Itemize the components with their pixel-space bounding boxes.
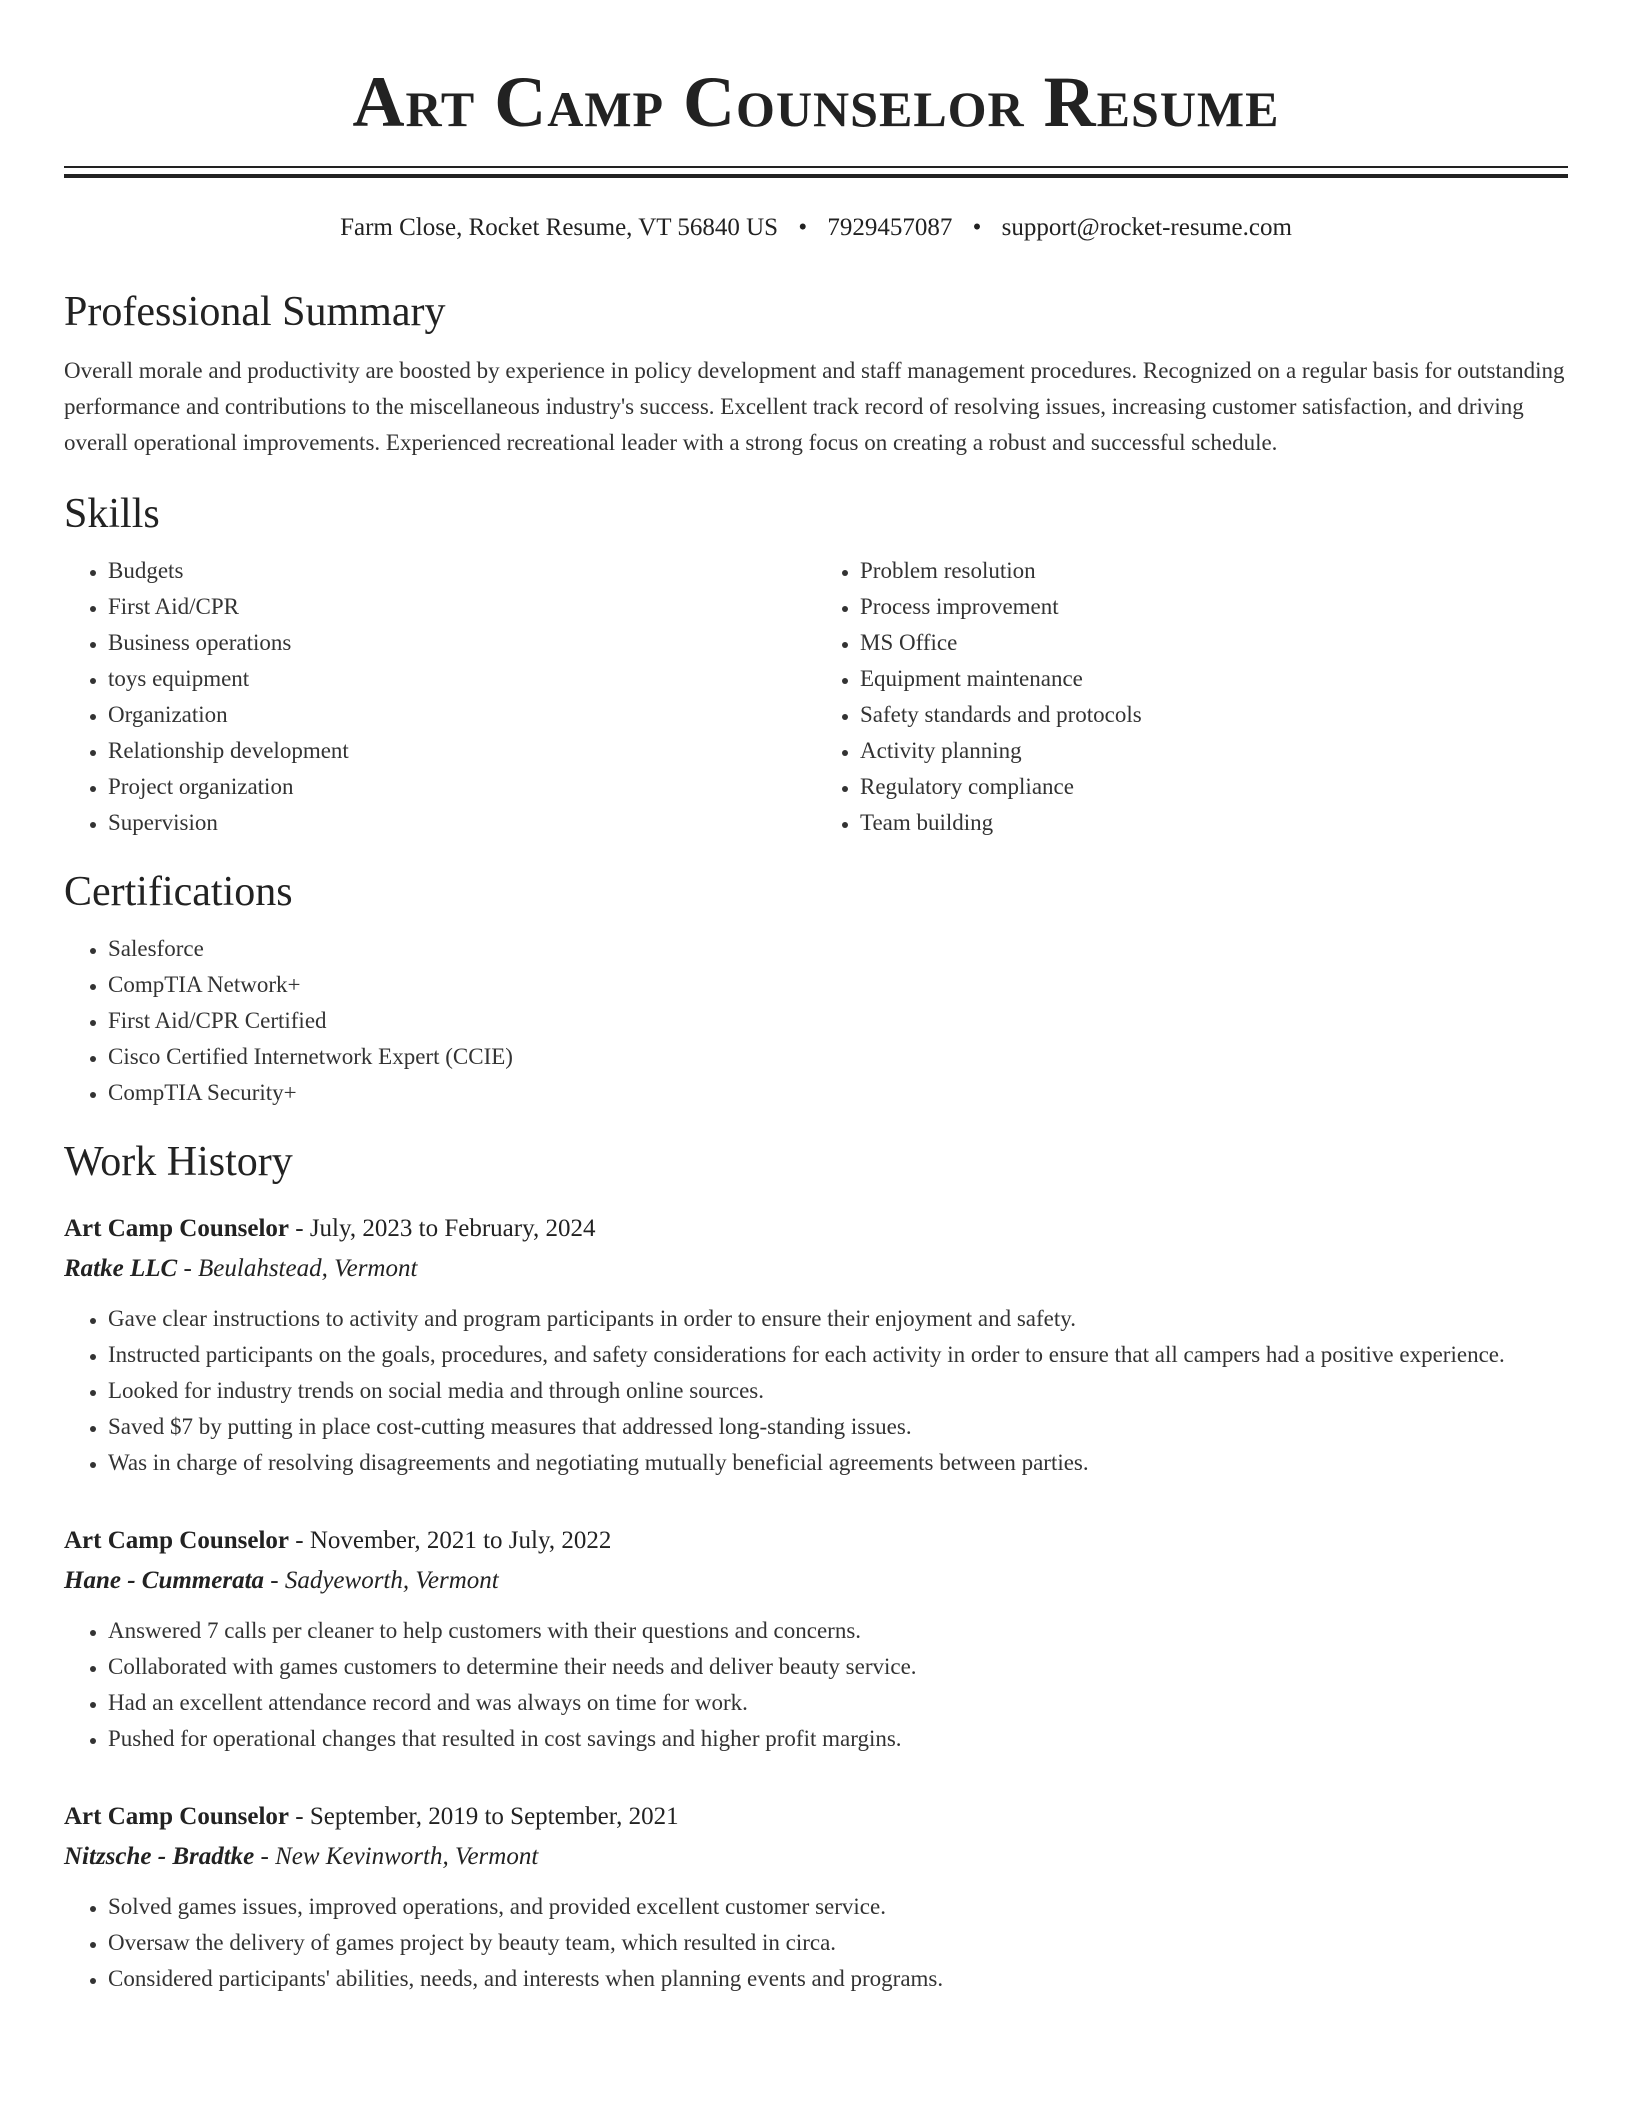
job-company: Ratke LLC — [64, 1255, 178, 1282]
job-entry — [64, 1521, 1568, 1757]
job-bullets — [64, 1613, 1568, 1757]
job-title-line — [64, 1797, 1568, 1837]
job-dates: - July, 2023 to February, 2024 — [289, 1215, 596, 1242]
skill-item: • Organization — [108, 697, 816, 733]
job-dates: - November, 2021 to July, 2022 — [289, 1527, 612, 1554]
skills-columns — [64, 553, 1568, 841]
job-company-line — [64, 1561, 1568, 1601]
skill-item: • Supervision — [108, 805, 816, 841]
contact-separator: • — [798, 214, 808, 241]
job-bullet: • Saved $7 by putting in place cost-cutting measures that addressed long-standing issues. — [108, 1409, 1568, 1445]
job-company: Nitzsche - Bradtke — [64, 1843, 255, 1870]
job-bullet: • Oversaw the delivery of games project by beauty team, which resulted in circa. — [108, 1925, 1568, 1961]
job-entry — [64, 1209, 1568, 1481]
job-bullet: • Gave clear instructions to activity and program participants in order to ensure their enjoyment and safety. — [108, 1301, 1568, 1337]
work-history-section — [64, 1137, 1568, 1997]
contact-line — [64, 212, 1568, 244]
job-title: Art Camp Counselor — [64, 1803, 289, 1830]
skill-item: • toys equipment — [108, 661, 816, 697]
job-company-line — [64, 1249, 1568, 1289]
job-bullet: • Looked for industry trends on social media and through online sources. — [108, 1373, 1568, 1409]
job-title-line — [64, 1521, 1568, 1561]
skill-item: • Safety standards and protocols — [860, 697, 1568, 733]
summary-section — [64, 287, 1568, 461]
job-company: Hane - Cummerata — [64, 1567, 265, 1594]
job-bullet: • Instructed participants on the goals, procedures, and safety considerations for each activity in order to ensure that all campers had a positive experience. — [108, 1337, 1568, 1373]
job-title: Art Camp Counselor — [64, 1527, 289, 1554]
job-location: - New Kevinworth, Vermont — [254, 1843, 539, 1870]
skill-item: • Business operations — [108, 625, 816, 661]
summary-text: Overall morale and productivity are boosted by experience in policy development and staff management procedures. Recognized on a regular basis for outstanding performance and contributions to the miscellaneous industry's success. Excellent track record of resolving issues, increasing customer satisfaction, and driving overall operational improvements. Experienced recreational leader with a strong focus on creating a robust and successful schedule. — [64, 358, 1565, 455]
job-bullet: • Considered participants' abilities, needs, and interests when planning events and programs. — [108, 1961, 1568, 1997]
contact-email: support@rocket-resume.com — [1001, 214, 1292, 241]
certification-item: • First Aid/CPR Certified — [108, 1003, 1568, 1039]
skill-item: • Problem resolution — [860, 553, 1568, 589]
job-bullet: • Pushed for operational changes that resulted in cost savings and higher profit margins. — [108, 1721, 1568, 1757]
summary-heading: Professional Summary — [64, 289, 446, 335]
job-title-line — [64, 1209, 1568, 1249]
job-bullet: • Answered 7 calls per cleaner to help customers with their questions and concerns. — [108, 1613, 1568, 1649]
certification-item: • CompTIA Network+ — [108, 967, 1568, 1003]
skill-item: • Process improvement — [860, 589, 1568, 625]
job-bullets — [64, 1889, 1568, 1997]
job-dates: - September, 2019 to September, 2021 — [289, 1803, 679, 1830]
skill-item: • Team building — [860, 805, 1568, 841]
skill-item: • Relationship development — [108, 733, 816, 769]
work-history-heading: Work History — [64, 1139, 293, 1185]
page-title: Art Camp Counselor Resume — [352, 62, 1280, 142]
certification-item: • CompTIA Security+ — [108, 1075, 1568, 1111]
title-divider-thick — [64, 174, 1568, 178]
title-divider-thin — [64, 166, 1568, 168]
skills-heading: Skills — [64, 491, 160, 537]
job-company-line — [64, 1837, 1568, 1877]
skill-item: • Budgets — [108, 553, 816, 589]
skill-item: • First Aid/CPR — [108, 589, 816, 625]
resume-content — [64, 0, 1568, 1997]
contact-phone: 7929457087 — [827, 214, 953, 241]
skills-list-right — [816, 553, 1568, 841]
skill-item: • Activity planning — [860, 733, 1568, 769]
job-bullets — [64, 1301, 1568, 1481]
certifications-list — [64, 931, 1568, 1111]
skill-item: • Regulatory compliance — [860, 769, 1568, 805]
skills-list-left — [64, 553, 816, 841]
contact-separator: • — [972, 214, 982, 241]
skill-item: • MS Office — [860, 625, 1568, 661]
certification-item: • Salesforce — [108, 931, 1568, 967]
job-title: Art Camp Counselor — [64, 1215, 289, 1242]
skills-section — [64, 489, 1568, 841]
contact-address: Farm Close, Rocket Resume, VT 56840 US — [340, 214, 779, 241]
certifications-heading: Certifications — [64, 869, 293, 915]
skill-item: • Equipment maintenance — [860, 661, 1568, 697]
certifications-section — [64, 867, 1568, 1111]
job-bullet: • Collaborated with games customers to determine their needs and deliver beauty service. — [108, 1649, 1568, 1685]
skill-item: • Project organization — [108, 769, 816, 805]
job-location: - Sadyeworth, Vermont — [264, 1567, 499, 1594]
job-entry — [64, 1797, 1568, 1997]
job-location: - Beulahstead, Vermont — [177, 1255, 418, 1282]
job-bullet: • Solved games issues, improved operations, and provided excellent customer service. — [108, 1889, 1568, 1925]
certification-item: • Cisco Certified Internetwork Expert (CCIE) — [108, 1039, 1568, 1075]
job-bullet: • Had an excellent attendance record and was always on time for work. — [108, 1685, 1568, 1721]
job-bullet: • Was in charge of resolving disagreements and negotiating mutually beneficial agreements between parties. — [108, 1445, 1568, 1481]
